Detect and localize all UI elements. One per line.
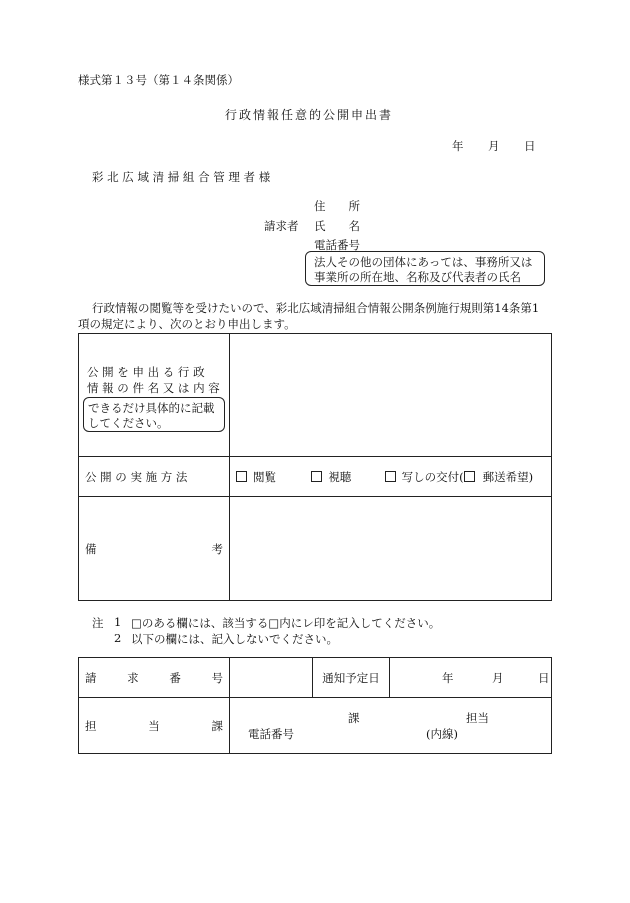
office-use-table — [78, 657, 552, 754]
name-label: 氏 名 — [314, 219, 360, 233]
mail-checkbox[interactable] — [464, 471, 475, 482]
notice-month-label: 月 — [492, 671, 504, 685]
copy-checkbox[interactable] — [385, 471, 396, 482]
corp-note-line1: 法人その他の団体にあっては、事務所又は — [314, 255, 533, 269]
note2-text: 以下の欄には、記入しないでください。 — [131, 632, 338, 646]
note1-number: 1 — [114, 615, 122, 629]
date-day-label: 日 — [524, 139, 536, 153]
notice-year-label: 年 — [442, 671, 454, 685]
request-table — [78, 333, 552, 601]
remarks-input-cell[interactable] — [230, 497, 552, 601]
remarks-label-left: 備 — [85, 541, 97, 556]
page-title: 行政情報任意的公開申出書 — [225, 108, 394, 122]
requester-label: 請求者 — [264, 219, 299, 233]
staff-suffix: 担当 — [466, 711, 489, 725]
subject-input-cell[interactable] — [230, 334, 552, 457]
notes-prefix: 注 — [92, 616, 104, 630]
corp-note-line2: 事業所の所在地、名称及び代表者の氏名 — [314, 270, 521, 284]
intro-line1: 行政情報の閲覧等を受けたいので、彩北広域清掃組合情報公開条例施行規則第14条第1 — [92, 301, 540, 315]
mail-option-label: 郵送希望) — [482, 469, 534, 484]
addressee: 彩 北 広 域 清 掃 組 合 管 理 者 様 — [92, 170, 271, 184]
section-input-cell[interactable] — [230, 698, 552, 754]
request-no-label-char4: 号 — [211, 670, 223, 685]
form-number: 様式第１３号（第１４条関係） — [78, 73, 239, 87]
notice-date-label: 通知予定日 — [322, 670, 380, 685]
method-label: 公 開 の 実 施 方 法 — [85, 469, 188, 484]
copy-option-label: 写しの交付( — [401, 469, 464, 484]
remarks-label-cell — [79, 497, 230, 601]
subject-label-line1: 公 開 を 申 出 る 行 政 — [87, 365, 205, 379]
section-suffix: 課 — [348, 711, 360, 725]
request-no-label-char3: 番 — [169, 670, 181, 685]
date-month-label: 月 — [488, 139, 500, 153]
remarks-label-right: 考 — [211, 541, 223, 556]
request-no-label-char1: 請 — [85, 670, 97, 685]
view-option-label: 閲覧 — [253, 469, 276, 484]
request-no-input-cell[interactable] — [230, 658, 313, 698]
date-year-label: 年 — [452, 139, 464, 153]
section-label-char1: 担 — [85, 718, 97, 733]
subject-note-line1: できるだけ具体的に記載 — [88, 401, 215, 415]
intro-line2: 項の規定により、次のとおり申出します。 — [78, 317, 296, 331]
method-label-cell — [79, 457, 230, 497]
request-no-label-cell — [79, 658, 230, 698]
address-label: 住 所 — [314, 199, 360, 213]
section-phone-label: 電話番号 — [248, 727, 294, 741]
section-label-cell — [79, 698, 230, 754]
watch-option-label: 視聴 — [328, 469, 352, 484]
extension-label: (内線) — [426, 727, 458, 741]
view-checkbox[interactable] — [236, 471, 247, 482]
note1-text: □のある欄には、該当する□内にレ印を記入してください。 — [131, 616, 441, 630]
subject-label-line2: 情 報 の 件 名 又 は 内 容 — [87, 381, 220, 395]
notice-date-input-cell[interactable] — [390, 658, 552, 698]
notice-date-label-cell — [313, 658, 390, 698]
section-label-char2: 当 — [148, 718, 160, 733]
subject-label-cell — [79, 334, 230, 457]
request-no-label-char2: 求 — [127, 670, 139, 685]
notice-day-label: 日 — [538, 671, 550, 685]
watch-checkbox[interactable] — [311, 471, 322, 482]
section-label-char3: 課 — [211, 718, 223, 733]
method-options-cell — [230, 457, 552, 497]
phone-label: 電話番号 — [314, 238, 360, 252]
subject-note-line2: してください。 — [88, 416, 169, 430]
note2-number: 2 — [114, 631, 122, 645]
